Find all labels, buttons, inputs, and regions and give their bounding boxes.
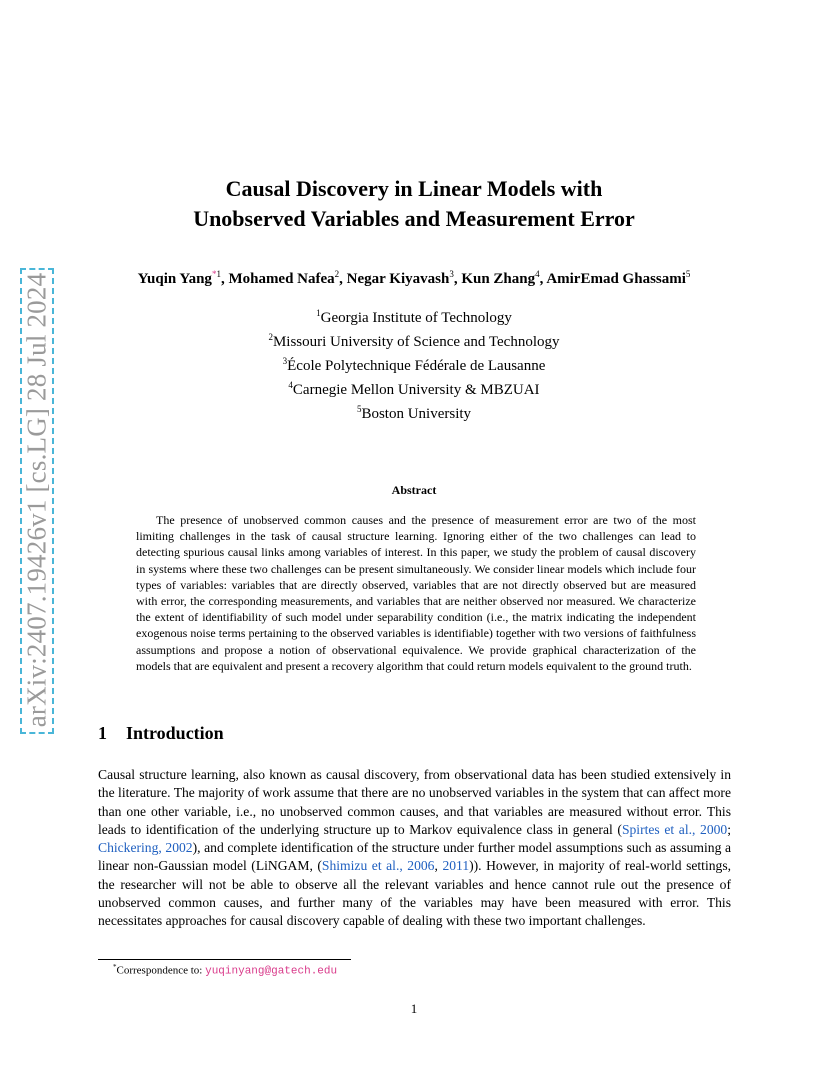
author-name: Yuqin Yang (137, 271, 212, 287)
abstract-text: The presence of unobserved common causes and the presence of measurement error are two of the most limiting challenges in the task of causal structure learning. Ignoring either of the two challenges can lead to detecting spurious causal links among variables of interest. In this paper, we study the problem of causal discovery in systems where these two challenges can be present simultaneously. We consider linear models which include four types of variables: variables that are directly observed, variables that are not directly observed but are measured with error, the corresponding measurements, and variables that are neither observed nor measured. We characterize the extent of identifiability of such model under separability condition (i.e., the matrix indicating the independent exogenous noise terms pertaining to the observed variables is identifiable) together with two versions of faithfulness assumptions and propose a notion of observational equivalence. We provide graphical characterization of the models that are equivalent and present a recovery algorithm that could return models equivalent to the ground truth. (136, 513, 696, 673)
affiliation-item: $^5$Boston University (356, 404, 472, 422)
section-number: 1 (98, 723, 107, 743)
affiliation-item: $^4$Carnegie Mellon University & MBZUAI (288, 380, 540, 398)
author-affil-mark: 2 (334, 269, 340, 279)
citation-link[interactable]: 2011 (442, 858, 470, 874)
author-name: Kun Zhang (461, 271, 536, 287)
affiliation-list (0, 304, 828, 424)
footnote-rule (98, 959, 351, 960)
footnote-text: Correspondence to: (116, 964, 206, 977)
arxiv-identifier: arXiv:2407.19426v1 [cs.LG] 28 Jul 2024 (21, 272, 52, 728)
citation-link[interactable]: Chickering, 2002 (98, 840, 193, 856)
page-number: 1 (410, 1001, 418, 1016)
correspondence-mark[interactable]: * (211, 269, 217, 279)
paper-title (0, 174, 828, 234)
citation-link[interactable]: Spirtes et al., 2000 (621, 821, 728, 837)
footnote-mark: * (113, 963, 117, 971)
abstract-heading: Abstract (391, 483, 437, 497)
affiliation-item: $^3$École Polytechnique Fédérale de Lausanne (282, 356, 546, 374)
paper-title-line-1: Causal Discovery in Linear Models with (225, 176, 603, 201)
footnote (113, 963, 337, 978)
citation-link[interactable]: Shimizu et al., 2006 (321, 858, 435, 874)
author-name: Mohamed Nafea (228, 271, 335, 287)
author-affil-mark: 5 (685, 269, 691, 279)
affiliation-item: $^1$Georgia Institute of Technology (316, 308, 512, 326)
paper-title-line-2: Unobserved Variables and Measurement Error (193, 206, 635, 231)
affiliation-item: $^2$Missouri University of Science and Technology (268, 332, 560, 350)
author-affil-mark: 4 (535, 269, 540, 279)
section-heading (98, 723, 224, 744)
author-name: AmirEmad Ghassami (546, 271, 686, 287)
section-title: Introduction (126, 723, 224, 743)
intro-paragraph: Causal structure learning, also known as causal discovery, from observational data has been studied extensively in the literature. The majority of work assume that there are no unobserved variables in the system that can affect more than one other variable, i.e., no unobserved common causes, and that variables are measured without error. This leads to identification of the underlying structure up to Markov equivalence class in general (Spirtes et al., 2000; Chickering, 2002), and complete identification of the structure under further model assumptions such as assuming a linear non-Gaussian model (LiNGAM, (Shimizu et al., 2006, 2011)). However, in majority of real-world settings, the researcher will not be able to observe all the relevant variables and hence cannot rule out the presence of unobserved common causes, and further many of the variables may have been measured with error. This necessitates approaches for causal discovery capable of dealing with these two important challenges. (98, 767, 732, 929)
author-affil-mark: 3 (449, 269, 454, 279)
author-list: Yuqin Yang$^{*1}$, Mohamed Nafea$^2$, Negar Kiyavash$^3$, Kun Zhang$^4$, AmirEmad Ghassami$^5$ (137, 269, 691, 287)
author-name: Negar Kiyavash (346, 271, 450, 287)
author-affil-mark: 1 (216, 269, 221, 279)
email-link[interactable]: yuqinyang@gatech.edu (205, 965, 338, 978)
